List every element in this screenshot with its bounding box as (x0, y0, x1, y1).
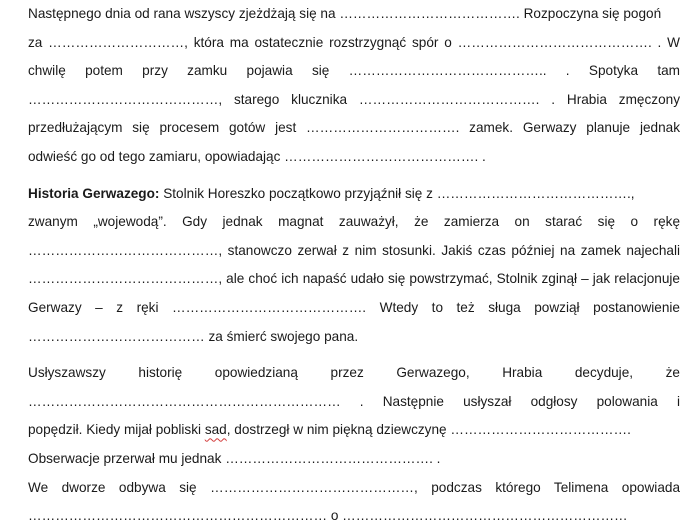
text-line (28, 416, 680, 445)
text-line: ………………………………………………………… o ……………………………………………………… (28, 508, 628, 524)
text-line: ……………………………………, stanowczo zerwał z nim stosunki. Jakiś czas później na zamek najechali (28, 242, 680, 258)
paragraph-3 (28, 359, 680, 473)
text-fragment: popędził. Kiedy mijał pobliski (28, 422, 205, 438)
paragraph-1 (28, 0, 680, 172)
text-line (28, 180, 680, 209)
text-line: We dworze odbywa się ………………………………………, podczas którego Telimena opowiada (28, 479, 680, 495)
text-line: Następnego dnia od rana wszyscy zjeżdżają się na …………………………………. Rozpoczyna się pogoń (28, 6, 662, 21)
paragraph-2 (28, 180, 680, 352)
text-line: zwanym „wojewodą”. Gdy jednak magnat zauważył, że zamierza on starać się o rękę (28, 214, 680, 230)
spellcheck-marked-word: sad (204, 422, 227, 438)
text-line: Obserwacje przerwał mu jednak ………………………………………. . (28, 450, 441, 466)
text-line: ……………………………………, ale choć ich napaść udało się powstrzymać, Stolnik zginął – jak relacjonuje (28, 271, 680, 287)
text-line: za …………………………, która ma ostatecznie rozstrzygnąć spór o ……………………………………. . W (28, 34, 680, 50)
text-fragment: , dostrzegł w nim piękną dziewczynę …………………………………. (226, 422, 631, 438)
text-line: chwilę potem przy zamku pojawia się …………………………………….. . Spotyka tam (28, 63, 680, 79)
text-fragment: Stolnik Horeszko początkowo przyjąźnił się z ……………………………………., (159, 185, 635, 201)
paragraph-4 (28, 474, 680, 531)
text-line: ……………………………………, starego klucznika …………………………………. . Hrabia zmęczony (28, 91, 680, 107)
text-line: Usłyszawszy historię opowiedzianą przez Gerwazego, Hrabia decyduje, że (28, 365, 680, 381)
text-line: odwieść go od tego zamiaru, opowiadając ……………………………………. . (28, 148, 486, 164)
text-line: ………………………………… za śmierć swojego pana. (28, 328, 359, 344)
text-line: Gerwazy – z ręki ……………………………………. Wtedy to też sługa powziął postanowienie (28, 299, 680, 315)
text-line: …………………………………………………………… . Następnie usłyszał odgłosy polowania i (28, 393, 680, 409)
text-line: przedłużającym się procesem gotów jest ……………………………. zamek. Gerwazy planuje jednak (28, 120, 680, 136)
section-heading: Historia Gerwazego: (28, 185, 160, 201)
